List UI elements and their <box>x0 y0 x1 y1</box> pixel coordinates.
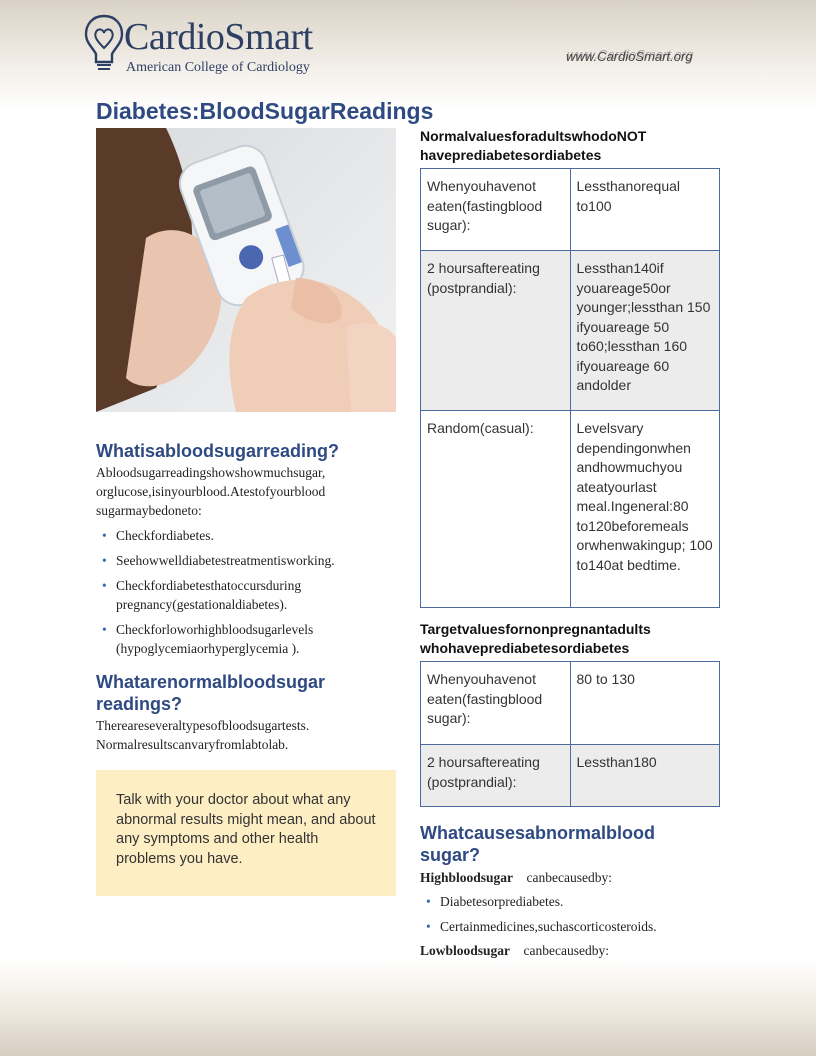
table-cell-label: Whenyouhavenot eaten(fastingblood sugar): <box>421 662 571 745</box>
list-item: • Certainmedicines,suchascorticosteroids. <box>420 917 720 936</box>
high-causes-list <box>420 892 720 942</box>
normal-values-table <box>420 168 720 608</box>
doctor-callout-box <box>96 770 396 896</box>
list-item: • Diabetesorprediabetes. <box>420 892 720 911</box>
low-blood-sugar-rest: canbecausedby: <box>523 943 609 958</box>
logo-brand-name: CardioSmart <box>124 16 313 58</box>
high-blood-sugar-rest: canbecausedby: <box>526 870 612 885</box>
list-item: • Checkforlowor​highbloodsugarlevels (hypoglycemiaorhyperglycemia ). <box>96 620 386 658</box>
table2-caption: Targetvaluesfornonpregnantadults whohaveprediabetesordiabetes <box>420 621 651 656</box>
table-row <box>421 411 720 608</box>
table-row <box>421 251 720 411</box>
table-cell-value: Lessthan140if youareage50or younger;lessthan 150 ifyouareage 50 to60;lessthan 160 ifyouareage 60 andolder <box>570 251 720 411</box>
normal-readings-paragraph: Thereareseveraltypesofbloodsugartests. Normalresultscanvaryfromlabtolab. <box>96 718 310 752</box>
table1-caption: NormalvaluesforadultswhodoNOT haveprediabetesordiabetes <box>420 128 647 163</box>
table-row <box>421 169 720 251</box>
cardiosmart-logo <box>84 12 344 82</box>
table-cell-label: 2 hoursaftereating (postprandial): <box>421 745 571 807</box>
list-item: • Checkfordiabetes. <box>96 526 386 545</box>
lightbulb-heart-icon <box>84 12 124 74</box>
low-blood-sugar-line <box>420 941 720 960</box>
logo-subtitle: American College of Cardiology <box>126 60 310 75</box>
high-blood-sugar-line <box>420 868 720 887</box>
high-blood-sugar-term: Highbloodsugar <box>420 870 514 885</box>
table-cell-value: 80 to 130 <box>570 662 720 745</box>
table-cell-value: Lessthan180 <box>570 745 720 807</box>
list-item: • Checkfordiabetesthatoccursduring pregnancy(gestationaldiabetes). <box>96 576 386 614</box>
section-heading-what-is-reading: Whatisabloodsugarreading? <box>96 441 340 461</box>
target-values-table <box>420 661 720 807</box>
section-heading-abnormal-causes: Whatcausesabnormalblood sugar? <box>420 823 656 865</box>
table-cell-label: 2 hoursaftereating (postprandial): <box>421 251 571 411</box>
list-item: • Seehowwelldiabetestreatmentisworking. <box>96 551 386 570</box>
low-blood-sugar-term: Lowbloodsugar <box>420 943 511 958</box>
section-intro-paragraph: Abloodsugarreadingshowshowmuchsugar, orglucose,isinyourblood.Atestofyourblood sugarmaybedoneto: <box>96 465 326 518</box>
table-row <box>421 745 720 807</box>
table-cell-label: Random(casual): <box>421 411 571 608</box>
section-heading-normal-readings: Whatarenormalbloodsugar readings? <box>96 672 326 714</box>
table-cell-value: Levelsvary dependingonwhen andhowmuchyou ateatyourlast meal.Ingeneral:80 to120beforemeals orwhenwakingup; 100 to140at bedtime. <box>570 411 720 608</box>
table-row <box>421 662 720 745</box>
page-title: Diabetes:BloodSugarReadings <box>96 98 434 124</box>
table-cell-value: Lessthanorequal to100 <box>570 169 720 251</box>
table-cell-label: Whenyouhavenot eaten(fastingblood sugar): <box>421 169 571 251</box>
blood-sugar-test-photo <box>96 128 396 412</box>
test-purpose-list <box>96 526 386 664</box>
site-url[interactable]: www.CardioSmart.org <box>566 49 693 64</box>
callout-text: Talk with your doctor about what any abnormal results might mean, and about any symptoms and other health problems you have. <box>116 792 376 867</box>
